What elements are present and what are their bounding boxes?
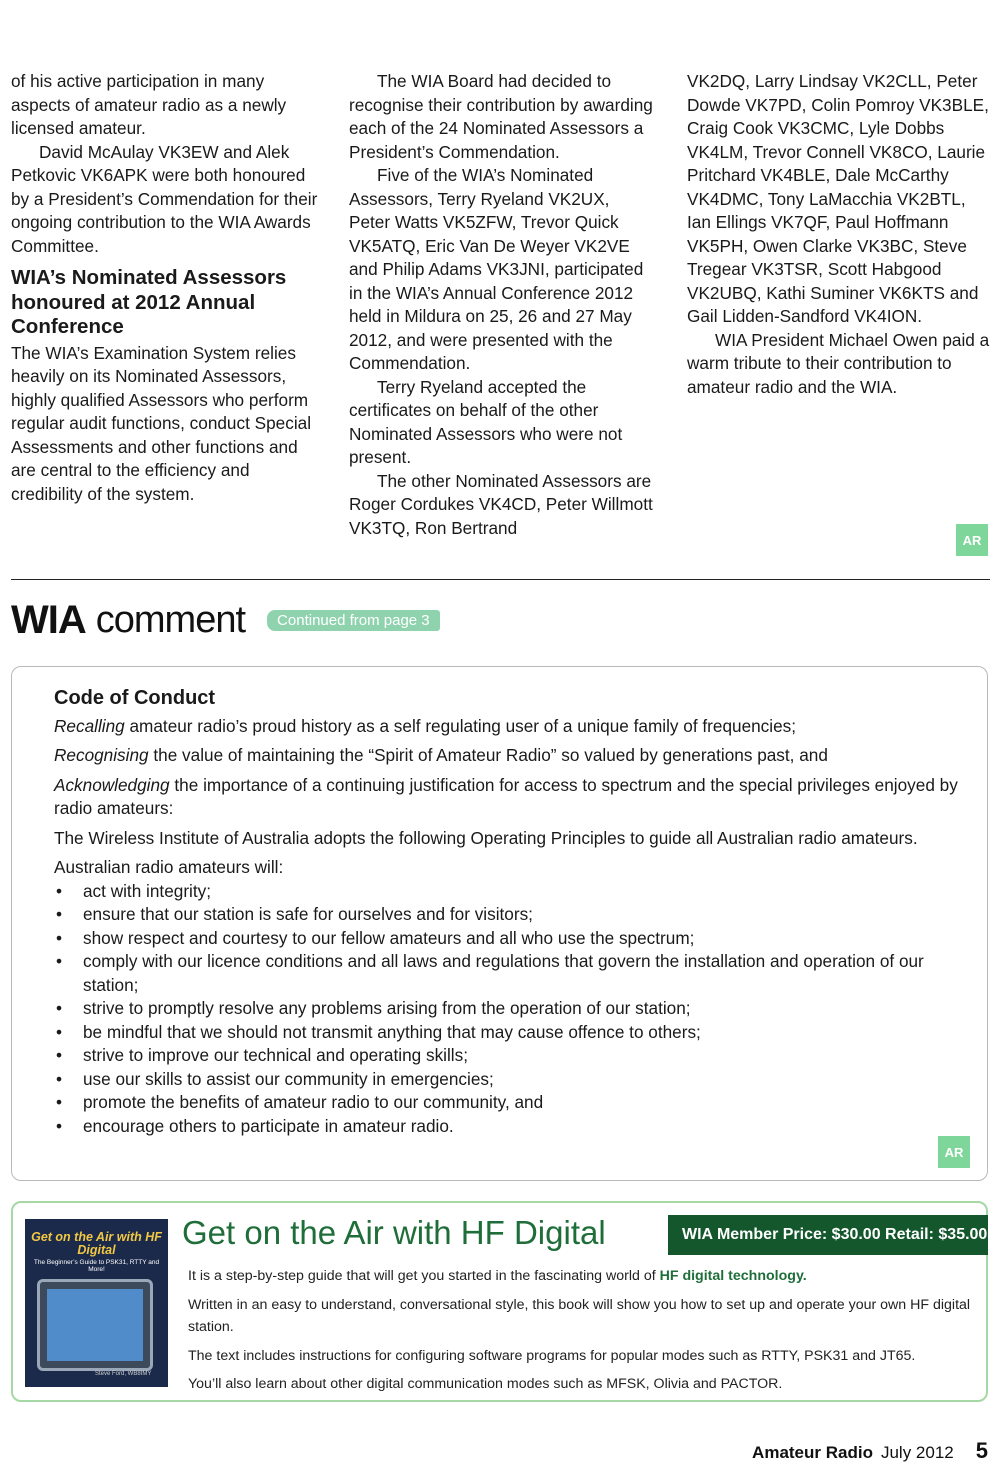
page-footer [752,1438,988,1464]
paragraph: The WIA Board had decided to recognise their contribution by awarding each of the 24 Nominated Assessors a President’s Commendation. [349,71,653,162]
promo-text: It is a step-by-step guide that will get you started in the fascinating world of [188,1268,660,1284]
paragraph: of his active participation in many aspects of amateur radio as a newly licensed amateur. [11,71,287,138]
recalling-text: amateur radio’s proud history as a self regulating user of a unique family of frequencies; [124,715,797,736]
list-item: • promote the benefits of amateur radio to our community, and [54,1091,974,1115]
paragraph: Five of the WIA’s Nominated Assessors, Terry Ryeland VK2UX, Peter Watts VK5ZFW, Trevor Quick VK5ATQ, Eric Van De Weyer VK2VE and Philip Adams VK3JNI, participated in the WIA’s Annual Conference 2012 held in Mildura on 25, 26 and 27 May 2012, and were presented with the Commendation. [349,165,644,373]
principles-list [54,880,974,1139]
article-column-2 [349,70,654,540]
recognising-text: the value of maintaining the “Spirit of Amateur Radio” so valued by generations past, and [148,745,828,765]
page-number: 5 [975,1438,988,1463]
list-item: • strive to improve our technical and operating skills; [54,1044,974,1068]
tablet-illustration [37,1279,153,1371]
book-promo-box [11,1201,988,1402]
promo-paragraph: The text includes instructions for configuring software programs for popular modes such as RTTY, PSK31 and JT65. [188,1347,916,1364]
code-of-conduct-box [11,666,988,1181]
list-item: • encourage others to participate in amateur radio. [54,1115,974,1139]
list-item: • ensure that our station is safe for ourselves and for visitors; [54,903,974,927]
book-cover-subtitle: The Beginner’s Guide to PSK31, RTTY and More! [33,1259,160,1273]
list-item: • comply with our licence conditions and all laws and regulations that govern the installation and operation of our station; [54,950,974,997]
magazine-name: Amateur Radio [752,1443,873,1462]
paragraph: VK2DQ, Larry Lindsay VK2CLL, Peter Dowde VK7PD, Colin Pomroy VK3BLE, Craig Cook VK3CMC, Lyle Dobbs VK4LM, Trevor Connell VK8CO, Laurie Pritchard VK4BLE, Dale McCarthy VK4DMC, Tony LaMacchia VK2BTL, Ian Ellings VK7QF, Paul Hoffmann VK5PH, Owen Clarke VK3BC, Steve Tregear VK3TSR, Scott Habgood VK2UBQ, Kathi Suminer VK6KTS and Gail Lidden-Sandford VK4ION. [687,71,989,326]
paragraph: David McAulay VK3EW and Alek Petkovic VK6APK were both honoured by a President’s Commendation for their ongoing contribution to the WIA Awards Committee. [11,141,318,256]
book-cover-image [25,1219,168,1387]
recognising-line [54,744,974,768]
ar-end-mark-icon: AR [956,524,988,556]
paragraph: WIA President Michael Owen paid a warm tribute to their contribution to amateur radio and the WIA. [687,329,990,397]
promo-paragraph [188,1265,978,1288]
will-line: Australian radio amateurs will: [54,857,284,877]
acknowledging-text: the importance of a continuing justification for access to spectrum and the special privileges enjoyed by radio amateurs: [54,774,958,818]
wia-comment-heading [11,595,440,645]
list-item: • be mindful that we should not transmit anything that may cause offence to others; [54,1021,974,1045]
list-item: • strive to promptly resolve any problems arising from the operation of our station; [54,997,974,1021]
comment-wordmark: comment [95,598,246,641]
issue-date: July 2012 [880,1443,954,1462]
wia-wordmark: WIA [11,597,86,642]
paragraph: The WIA’s Examination System relies heavily on its Nominated Assessors, highly qualified Assessors who perform regular audit functions, conduct Special Assessments and other functions and are central to the efficiency and credibility of the system. [11,342,312,504]
adopts-line: The Wireless Institute of Australia adopts the following Operating Principles to guide all Australian radio amateurs. [54,827,918,848]
paragraph: Terry Ryeland accepted the certificates on behalf of the other Nominated Assessors who were not present. [349,376,623,467]
recalling-line [54,715,974,739]
list-item: • act with integrity; [54,880,974,904]
acknowledging-line [54,774,974,821]
section-divider [11,579,990,580]
code-title: Code of Conduct [54,687,216,709]
ar-end-mark-icon: AR [938,1136,970,1168]
article-column-3 [687,70,992,399]
recalling-emphasis: Recalling [54,715,125,736]
promo-title: Get on the Air with HF Digital [182,1214,606,1251]
acknowledging-emphasis: Acknowledging [54,774,170,795]
promo-paragraph: You’ll also learn about other digital communication modes such as MFSK, Olivia and PACTOR. [188,1376,783,1392]
continued-tag: Continued from page 3 [267,610,440,631]
recognising-emphasis: Recognising [54,745,149,765]
promo-paragraph: Written in an easy to understand, conversational style, this book will show you how to set up and operate your own HF digital station. [188,1296,971,1335]
promo-highlight: HF digital technology. [659,1268,807,1284]
article-column-1 [11,70,321,506]
list-item: • show respect and courtesy to our fellow amateurs and all who use the spectrum; [54,927,974,951]
book-cover-title: Get on the Air with HF Digital [31,1230,162,1257]
list-item: • use our skills to assist our community in emergencies; [54,1068,974,1092]
paragraph: The other Nominated Assessors are Roger Cordukes VK4CD, Peter Willmott VK3TQ, Ron Bertrand [349,470,653,538]
book-cover-author: Steve Ford, WB8IMY [95,1371,152,1377]
price-bar: WIA Member Price: $30.00 Retail: $35.00 [668,1215,988,1255]
section-heading: WIA’s Nominated Assessors honoured at 2012 Annual Conference [11,266,287,338]
promo-description [188,1265,978,1402]
